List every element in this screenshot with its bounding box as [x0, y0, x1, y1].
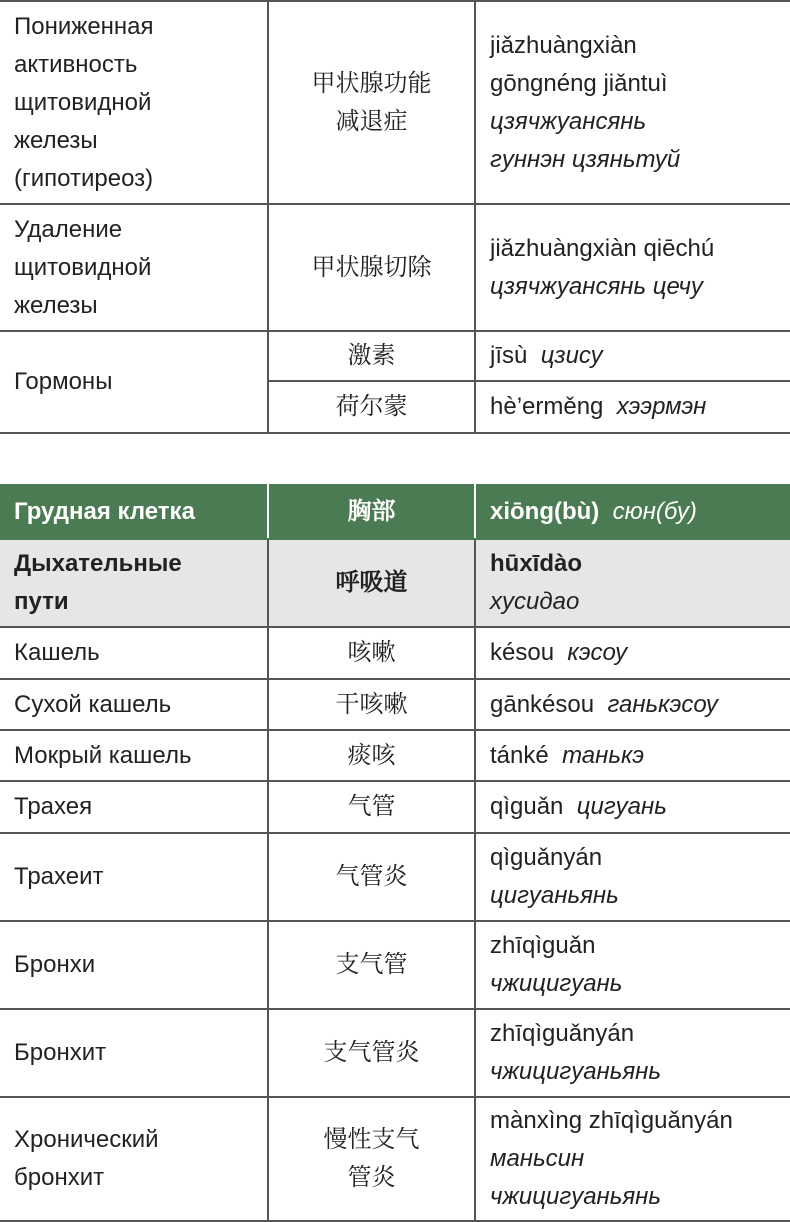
text-line: 气管 [347, 793, 396, 820]
russian-term [0, 539, 268, 627]
text-line: щитовидной [14, 253, 152, 281]
pinyin: zhīqìguǎnyán [490, 1020, 635, 1047]
header-transcription [475, 485, 790, 539]
cyrillic-transcription: ганькэсоу [607, 690, 718, 718]
text-line: железы [14, 291, 98, 319]
chinese-term: 呼吸道 [268, 539, 475, 627]
text-line: 痰咳 [347, 741, 396, 769]
chinese-term [268, 1, 475, 204]
header-chinese: 胸部 [268, 485, 475, 539]
transcription [475, 1, 790, 204]
table-row [0, 781, 790, 833]
russian-term [0, 730, 268, 781]
pinyin: tánké [490, 741, 549, 769]
text-line: 干咳嗽 [335, 690, 408, 718]
cyrillic-transcription: цзису [540, 342, 603, 369]
text-line: 甲状腺功能 [311, 69, 432, 97]
transcription [475, 730, 790, 781]
table-row [0, 1, 790, 204]
cyrillic-transcription: цигуаньянь [490, 882, 619, 909]
section-row [0, 539, 790, 627]
russian-term [0, 1097, 268, 1221]
russian-term [0, 833, 268, 921]
table-row [0, 833, 790, 921]
text-line: 减退症 [335, 107, 408, 135]
table-row [0, 679, 790, 730]
russian-term [0, 921, 268, 1009]
russian-term [0, 679, 268, 730]
chinese-term: 甲状腺切除 [268, 204, 475, 331]
pinyin: mànxìng zhīqìguǎnyán [490, 1107, 733, 1134]
russian-term [0, 1, 268, 204]
text-line: щитовидной [14, 88, 152, 116]
pinyin: xiōng(bù) [490, 498, 600, 525]
text-line: Трахеит [14, 863, 104, 890]
transcription [475, 833, 790, 921]
chinese-term [268, 833, 475, 921]
chinese-term: 激素 [268, 331, 475, 381]
text-line: активность [14, 50, 138, 78]
cyrillic-transcription: сюн(бу) [612, 498, 697, 525]
russian-term [0, 1009, 268, 1097]
chinese-term [268, 679, 475, 730]
text-line: бронхит [14, 1164, 105, 1191]
pinyin: késou [490, 639, 555, 666]
text-line: Сухой кашель [14, 690, 172, 718]
pinyin: jiǎzhuàngxiàn qiēchú [490, 234, 715, 262]
cyrillic-transcription: чжицигуаньянь [490, 1058, 662, 1085]
table-row [0, 1009, 790, 1097]
transcription [475, 539, 790, 627]
transcription [475, 781, 790, 833]
chinese-term [268, 627, 475, 679]
pinyin: zhīqìguǎn [490, 932, 596, 959]
pinyin: qìguǎn [490, 793, 564, 820]
thyroid-terms-table [0, 0, 790, 434]
pinyin: hè’erměng [490, 393, 604, 420]
russian-term [0, 627, 268, 679]
russian-term: Гормоны [0, 331, 268, 433]
text-line: 支气管 [335, 951, 408, 978]
text-line: 支气管炎 [323, 1039, 420, 1066]
russian-term [0, 204, 268, 331]
cyrillic-transcription: цзячжуансянь [490, 107, 647, 135]
header-russian: Грудная клетка [0, 485, 268, 539]
transcription [475, 331, 790, 381]
table-row [0, 921, 790, 1009]
cyrillic-transcription: хээрмэн [616, 393, 707, 420]
transcription [475, 679, 790, 730]
pinyin: gōngnéng jiǎntuì [490, 69, 668, 97]
transcription [475, 381, 790, 433]
text-line: Мокрый кашель [14, 741, 192, 769]
pinyin: hūxīdào [490, 550, 583, 577]
text-line: железы [14, 126, 98, 154]
text-line: Дыхательные [14, 550, 182, 577]
text-line: 咳嗽 [347, 639, 396, 666]
text-line: Кашель [14, 639, 100, 666]
chinese-term [268, 781, 475, 833]
chinese-term: 荷尔蒙 [268, 381, 475, 433]
russian-term [0, 781, 268, 833]
cyrillic-transcription: танькэ [562, 741, 645, 769]
transcription [475, 204, 790, 331]
text-line: Удаление [14, 215, 123, 243]
pinyin: qìguǎnyán [490, 844, 603, 871]
table-row [0, 331, 790, 381]
table-header [0, 485, 790, 539]
transcription [475, 921, 790, 1009]
cyrillic-transcription: чжицигуань [490, 970, 623, 997]
text-line: 气管炎 [335, 863, 408, 890]
cyrillic-transcription: хусидао [490, 588, 580, 615]
chinese-term [268, 921, 475, 1009]
table-row [0, 627, 790, 679]
chinese-term [268, 1097, 475, 1221]
cyrillic-transcription: гуннэн цзяньтуй [490, 145, 681, 173]
pinyin: gānkésou [490, 690, 595, 718]
transcription [475, 1009, 790, 1097]
text-line: пути [14, 588, 69, 615]
cyrillic-transcription: маньсин [490, 1145, 585, 1172]
cyrillic-transcription: кэсоу [567, 639, 628, 666]
pinyin: jīsù [490, 342, 528, 369]
transcription [475, 627, 790, 679]
cyrillic-transcription: цзячжуансянь цечу [490, 272, 703, 300]
text-line: Бронхи [14, 951, 96, 978]
cyrillic-transcription: цигуань [576, 793, 667, 820]
text-line: Трахея [14, 793, 93, 820]
text-line: 慢性支气 [323, 1126, 420, 1153]
text-line: Хронический [14, 1126, 159, 1153]
cyrillic-transcription: чжицигуаньянь [490, 1183, 662, 1210]
transcription [475, 1097, 790, 1221]
chinese-term [268, 1009, 475, 1097]
text-line: 管炎 [347, 1164, 396, 1191]
text-line: (гипотиреоз) [14, 164, 154, 192]
chinese-term [268, 730, 475, 781]
text-line: Пониженная [14, 12, 154, 40]
table-row [0, 204, 790, 331]
table-row [0, 1097, 790, 1221]
text-line: Бронхит [14, 1039, 107, 1066]
table-row [0, 730, 790, 781]
chest-terms-table [0, 484, 790, 1222]
pinyin: jiǎzhuàngxiàn [490, 31, 637, 59]
